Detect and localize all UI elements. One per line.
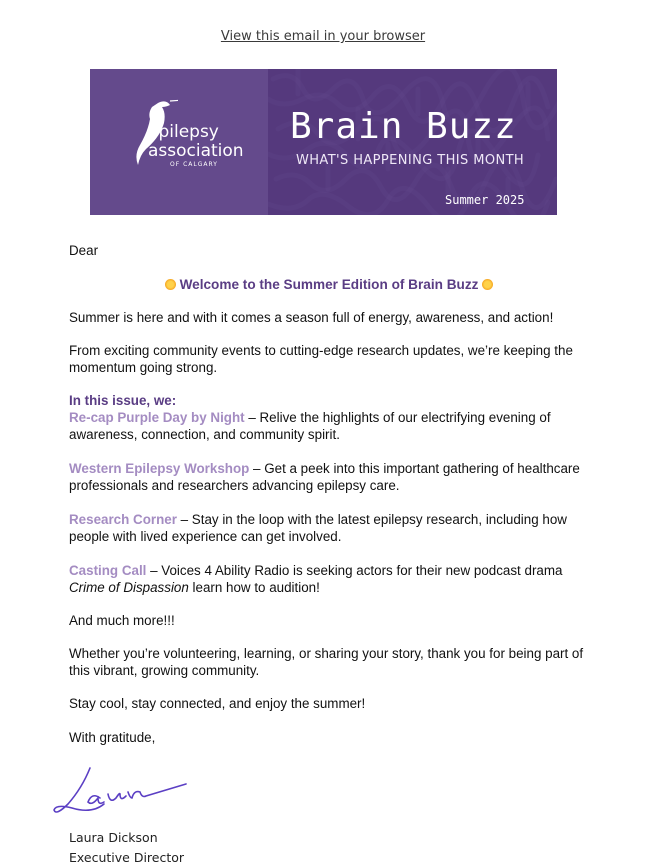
issue-item-casting [69, 562, 589, 596]
sun-icon [482, 279, 493, 290]
issue-item-research [69, 511, 589, 545]
issue-item-text: – Relive the highlights of our electrifying evening of awareness, connection, and community spirit. [69, 410, 551, 442]
handwritten-signature [52, 764, 192, 822]
intro-paragraph-2: From exciting community events to cutting-edge research updates, we’re keeping the momentum going strong. [69, 343, 573, 375]
signer-name: Laura Dickson [69, 830, 158, 845]
casting-call-link[interactable]: Casting Call [69, 563, 147, 578]
greeting: Dear [69, 243, 99, 258]
view-in-browser-link[interactable]: View this email in your browser [220, 29, 426, 44]
in-this-issue-heading: In this issue, we: [69, 393, 177, 408]
logo-line-association: association [148, 141, 244, 161]
issue-item-purple-day [69, 409, 589, 443]
welcome-text: Welcome to the Summer Edition of Brain Buzz [179, 277, 479, 292]
issue-item-text: – Stay in the loop with the latest epilepsy research, including how people with lived experience can get involved. [69, 512, 567, 544]
closing-text: With gratitude, [69, 730, 156, 745]
sun-icon [165, 279, 176, 290]
logo-line-calgary: OF CALGARY [170, 161, 218, 168]
intro-paragraph-1: Summer is here and with it comes a season full of energy, awareness, and action! [69, 310, 554, 325]
issue-item-workshop [69, 460, 589, 494]
workshop-link[interactable]: Western Epilepsy Workshop [69, 461, 250, 476]
much-more-text: And much more!!! [69, 613, 175, 628]
issue-item-text: – Voices 4 Ability Radio is seeking actors for their new podcast drama [146, 563, 563, 578]
banner-title: Brain Buzz [290, 106, 517, 147]
stay-cool-text: Stay cool, stay connected, and enjoy the summer! [69, 696, 366, 711]
welcome-heading [69, 276, 589, 293]
signature-block [69, 828, 184, 868]
issue-item-text: – Get a peek into this important gathering of healthcare professionals and researchers advancing epilepsy care. [69, 461, 580, 493]
brain-buzz-banner [90, 69, 557, 215]
banner-subtitle: WHAT'S HAPPENING THIS MONTH [296, 153, 525, 168]
purple-day-link[interactable]: Re-cap Purple Day by Night [69, 410, 245, 425]
issue-item-text-end: learn how to audition! [188, 580, 320, 595]
association-logo-text [148, 123, 244, 169]
research-corner-link[interactable]: Research Corner [69, 512, 177, 527]
thanks-paragraph: Whether you’re volunteering, learning, or sharing your story, thank you for being part of this vibrant, growing community. [69, 646, 584, 678]
logo-line-epilepsy: epilepsy [148, 122, 219, 142]
signer-role: Executive Director [69, 850, 185, 865]
podcast-title: Crime of Dispassion [69, 580, 189, 595]
banner-season: Summer 2025 [445, 193, 525, 207]
